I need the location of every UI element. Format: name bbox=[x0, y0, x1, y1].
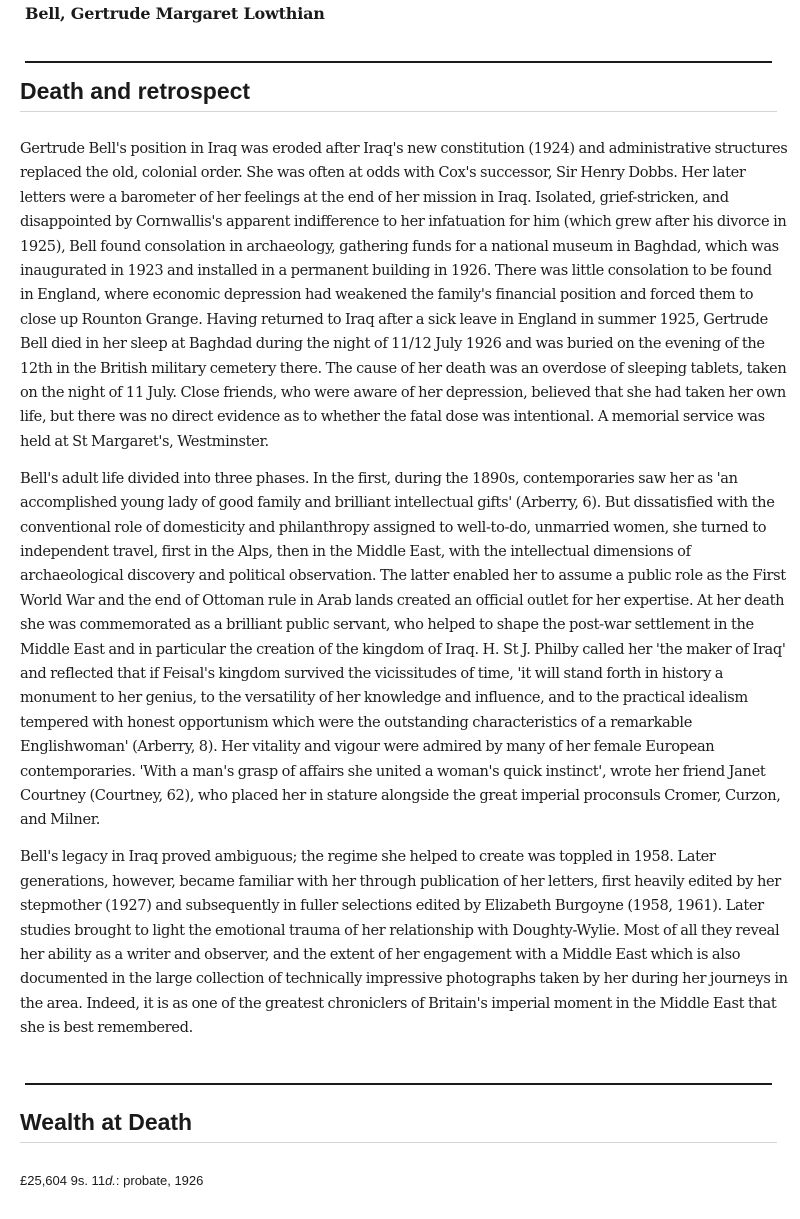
paragraph: Gertrude Bell's position in Iraq was eroded after Iraq's new constitution (1924) and administrative structures replaced the old, colonial order. She was often at odds with Cox's successor, Sir Henry Dobbs. Her later letters were a barometer of her feelings at the end of her mission in Iraq. Isolated, grief-stricken, and disappointed by Cornwallis's apparent indifference to her infatuation for him (which grew after his divorce in 1925), Bell found consolation in archaeology, gathering funds for a national museum in Baghdad, which was inaugurated in 1923 and installed in a permanent building in 1926. There was little consolation to be found in England, where economic depression had weakened the family's financial position and forced them to close up Rounton Grange. Having returned to Iraq after a sick leave in England in summer 1925, Gertrude Bell died in her sleep at Baghdad during the night of 11/12 July 1926 and was buried on the evening of the 12th in the British military cemetery there. The cause of her death was an overdose of sleeping tablets, taken on the night of 11 July. Close friends, who were aware of her depression, believed that she had taken her own life, but there was no direct evidence as to whether the fatal dose was intentional. A memorial service was held at St Margaret's, Westminster. bbox=[20, 140, 788, 450]
wealth-probate-note: : probate, 1926 bbox=[115, 1173, 204, 1188]
section-body-death bbox=[20, 137, 788, 1053]
wealth-at-death-value bbox=[20, 1173, 203, 1188]
paragraph: Bell's legacy in Iraq proved ambiguous; the regime she helped to create was toppled in 1958. Later generations, however, became familiar with her through publication of her letters, first heavily edited by her stepmother (1927) and subsequently in fuller selections edited by Elizabeth Burgoyne (1958, 1961). Later studies brought to light the emotional trauma of her relationship with Doughty-Wylie. Most of all they reveal her ability as a writer and observer, and the extent of her engagement with a Middle East which is also documented in the large collection of technically impressive photographs taken by her during her journeys in the area. Indeed, it is as one of the greatest chroniclers of Britain's imperial moment in the Middle East that she is best remembered. bbox=[20, 848, 788, 1037]
section-heading-death: Death and retrospect bbox=[20, 78, 251, 104]
heading-underline bbox=[20, 111, 777, 112]
section-heading-wealth: Wealth at Death bbox=[20, 1109, 193, 1135]
wealth-unit: d. bbox=[105, 1173, 116, 1188]
section-divider bbox=[25, 1083, 772, 1085]
heading-underline bbox=[20, 1142, 777, 1143]
wealth-amount: £25,604 9s. 11 bbox=[20, 1173, 106, 1188]
paragraph: Bell's adult life divided into three phases. In the first, during the 1890s, contemporaries saw her as 'an accomplished young lady of good family and brilliant intellectual gifts' (Arberry, 6). But dissatisfied with the conventional role of domesticity and philanthropy assigned to well-to-do, unmarried women, she turned to independent travel, first in the Alps, then in the Middle East, with the intellectual dimensions of archaeological discovery and political observation. The latter enabled her to assume a public role as the First World War and the end of Ottoman rule in Arab lands created an official outlet for her expertise. At her death she was commemorated as a brilliant public servant, who helped to shape the post-war settlement in the Middle East and in particular the creation of the kingdom of Iraq. H. St J. Philby called her 'the maker of Iraq' and reflected that if Feisal's kingdom survived the vicissitudes of time, 'it will stand forth in history a monument to her genius, to the versatility of her knowledge and influence, and to the practical idealism tempered with honest opportunism which were the outstanding characteristics of a remarkable Englishwoman' (Arberry, 8). Her vitality and vigour were admired by many of her female European contemporaries. 'With a man's grasp of affairs she united a woman's quick instinct', wrote her friend Janet Courtney (Courtney, 62), who placed her in stature alongside the great imperial proconsuls Cromer, Curzon, and Milner. bbox=[20, 469, 786, 829]
running-title: Bell, Gertrude Margaret Lowthian bbox=[25, 4, 325, 23]
section-divider bbox=[25, 61, 772, 63]
